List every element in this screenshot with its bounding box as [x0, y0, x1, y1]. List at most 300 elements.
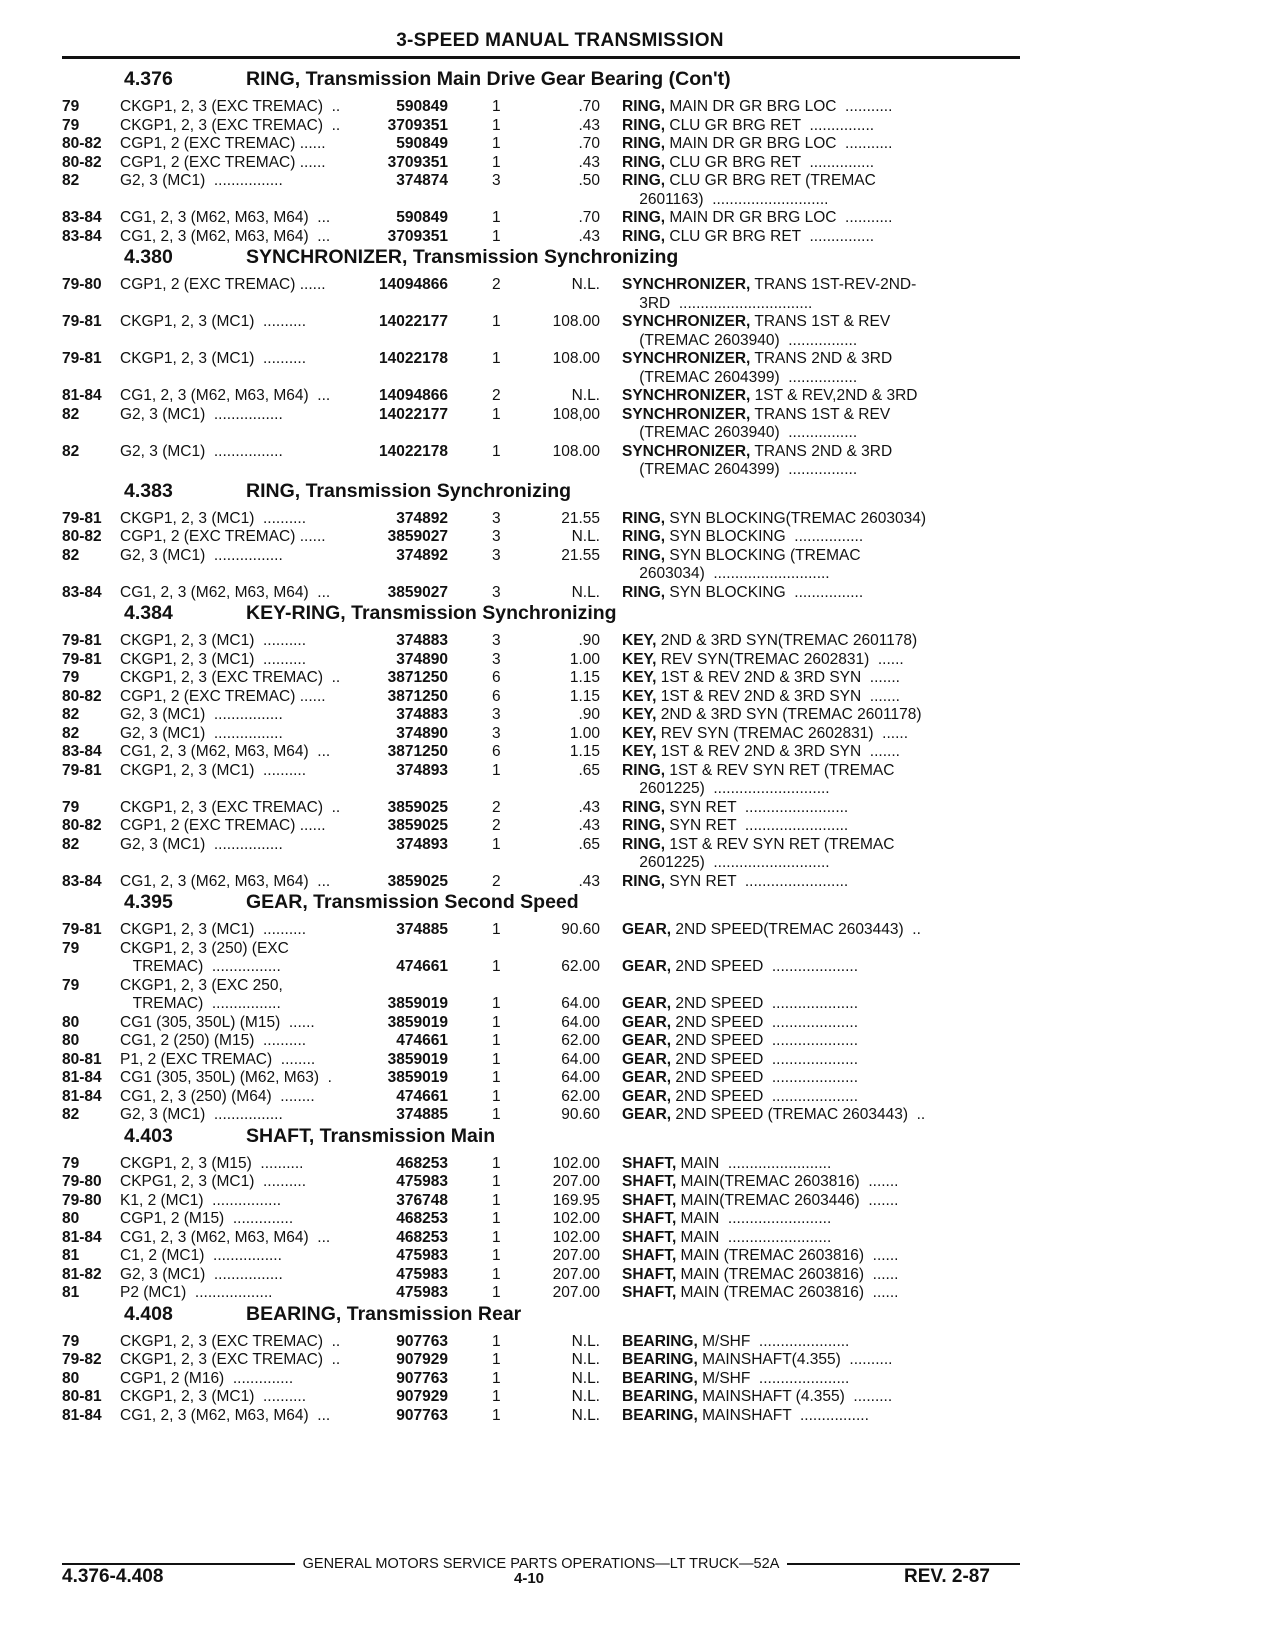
section-title-rest: Transmission Main — [314, 1124, 496, 1147]
row-quantity: 1 — [492, 995, 501, 1012]
table-row — [62, 1247, 1022, 1266]
row-description-keyword: GEAR, — [622, 1087, 672, 1105]
row-description-keyword: GEAR, — [622, 1106, 672, 1123]
row-price: N.L. — [571, 528, 600, 545]
row-price: 64.00 — [561, 1050, 600, 1068]
row-description — [622, 836, 966, 873]
table-row — [62, 387, 1022, 406]
row-description-keyword: RING, — [622, 528, 666, 545]
row-years: 79-81 — [62, 509, 102, 527]
row-description-keyword: RING, — [622, 227, 666, 245]
row-part-number: 468253 — [396, 1154, 448, 1172]
row-description — [622, 547, 966, 584]
row-quantity: 3 — [492, 706, 501, 723]
row-part-number: 907763 — [396, 1369, 448, 1387]
row-application: CKGP1, 2, 3 (EXC 250, TREMAC) ................ — [120, 976, 283, 1012]
row-part-number: 374883 — [396, 632, 448, 649]
row-description-text: 2ND SPEED .................... — [671, 1050, 859, 1068]
row-price: 1.15 — [569, 687, 600, 705]
row-description — [622, 172, 966, 209]
row-application: CGP1, 2 (EXC TREMAC) ...... — [120, 687, 326, 705]
row-price: 108.00 — [552, 350, 600, 367]
row-description — [622, 1014, 966, 1033]
row-quantity: 1 — [492, 761, 501, 779]
row-years: 79 — [62, 1154, 80, 1172]
row-years: 80-82 — [62, 153, 102, 171]
row-part-number: 14022177 — [379, 405, 448, 423]
row-part-number: 374890 — [396, 650, 448, 668]
row-price: 1.00 — [569, 650, 600, 668]
row-application: CKPG1, 2, 3 (MC1) .......... — [120, 1173, 307, 1190]
row-price: .70 — [578, 135, 600, 152]
row-description-text: 2ND SPEED .................... — [671, 1013, 859, 1031]
footer-publisher: GENERAL MOTORS SERVICE PARTS OPERATIONS—LT TRUCK—52A — [302, 1556, 780, 1572]
row-years: 80-82 — [62, 817, 102, 834]
row-application: CKGP1, 2, 3 (MC1) .......... — [120, 350, 307, 367]
row-application: CG1, 2, 3 (M62, M63, M64) ... — [120, 387, 331, 404]
row-part-number: 376748 — [396, 1191, 448, 1209]
row-price: 207.00 — [552, 1284, 600, 1301]
row-part-number: 468253 — [396, 1210, 448, 1227]
row-price: N.L. — [571, 1406, 600, 1424]
row-years: 81 — [62, 1284, 80, 1301]
row-description-keyword: SHAFT, — [622, 1191, 677, 1209]
row-price: N.L. — [571, 1369, 600, 1387]
row-description — [622, 135, 966, 154]
table-row — [62, 135, 1022, 154]
row-quantity: 1 — [492, 1050, 501, 1068]
row-description-keyword: RING, — [622, 872, 666, 890]
row-description — [622, 1088, 966, 1107]
table-row — [62, 584, 1022, 603]
row-years: 79-80 — [62, 1173, 102, 1190]
row-application: CG1, 2, 3 (250) (M64) ........ — [120, 1087, 315, 1105]
row-application: CG1, 2, 3 (M62, M63, M64) ... — [120, 209, 331, 226]
row-description-text: REV SYN(TREMAC 2602831) ...... — [656, 650, 904, 668]
row-description-text: SYN BLOCKING(TREMAC 2603034) — [665, 509, 927, 527]
row-years: 79 — [62, 798, 80, 816]
table-row — [62, 743, 1022, 762]
row-years: 79 — [62, 669, 80, 686]
row-application: CG1, 2, 3 (M62, M63, M64) ... — [120, 1406, 331, 1424]
row-part-number: 3871250 — [387, 743, 448, 760]
row-description-text: CLU GR BRG RET ............... — [665, 116, 875, 134]
table-row — [62, 1014, 1022, 1033]
row-price: 108.00 — [552, 313, 600, 330]
table-row — [62, 817, 1022, 836]
row-part-number: 374893 — [396, 835, 448, 853]
row-part-number: 3859019 — [387, 995, 448, 1012]
table-row — [62, 1069, 1022, 1088]
row-part-number: 14022177 — [379, 313, 448, 330]
section-header — [62, 891, 1022, 921]
row-part-number: 907763 — [396, 1406, 448, 1424]
row-part-number: 475983 — [396, 1173, 448, 1190]
row-description — [622, 1284, 966, 1303]
row-description-keyword: GEAR, — [622, 1069, 672, 1086]
row-years: 79 — [62, 98, 80, 115]
row-part-number: 374892 — [396, 509, 448, 527]
table-row — [62, 688, 1022, 707]
section-title-keyword: KEY-RING, — [246, 602, 346, 624]
row-part-number: 14094866 — [379, 387, 448, 404]
row-quantity: 1 — [492, 153, 501, 171]
row-price: N.L. — [571, 1388, 600, 1405]
row-description — [622, 350, 966, 387]
row-description — [622, 1229, 966, 1248]
table-row — [62, 313, 1022, 350]
row-description — [622, 651, 966, 670]
row-application: CKGP1, 2, 3 (MC1) .......... — [120, 650, 307, 668]
row-description — [622, 1173, 966, 1192]
row-application: G2, 3 (MC1) ................ — [120, 835, 283, 853]
row-years: 83-84 — [62, 743, 102, 760]
table-row — [62, 1032, 1022, 1051]
row-quantity: 6 — [492, 669, 501, 686]
row-quantity: 1 — [492, 958, 501, 975]
row-quantity: 1 — [492, 1013, 501, 1031]
row-part-number: 374874 — [396, 172, 448, 189]
row-part-number: 474661 — [396, 1032, 448, 1049]
table-row — [62, 547, 1022, 584]
row-description-keyword: KEY, — [622, 743, 657, 760]
row-price: 102.00 — [552, 1154, 600, 1172]
row-description-keyword: SHAFT, — [622, 1247, 677, 1264]
row-years: 80-82 — [62, 687, 102, 705]
row-quantity: 3 — [492, 583, 501, 601]
row-price: .43 — [578, 872, 600, 890]
table-row — [62, 510, 1022, 529]
row-quantity: 1 — [492, 1228, 501, 1246]
row-application: G2, 3 (MC1) ................ — [120, 706, 283, 723]
row-description-keyword: KEY, — [622, 706, 657, 723]
row-description — [622, 940, 966, 977]
section-number: 4.376 — [124, 68, 173, 90]
row-application: CGP1, 2 (EXC TREMAC) ...... — [120, 276, 326, 293]
section-title-keyword: RING, — [246, 479, 301, 502]
section-title-keyword: RING, — [246, 68, 301, 90]
row-quantity: 1 — [492, 227, 501, 245]
section-title-rest: Transmission Second Speed — [307, 891, 579, 913]
row-description — [622, 1155, 966, 1174]
row-application: CG1 (305, 350L) (M62, M63) . — [120, 1069, 332, 1086]
row-description-keyword: KEY, — [622, 724, 657, 742]
row-quantity: 1 — [492, 1154, 501, 1172]
row-description-text: MAIN ........................ — [676, 1154, 832, 1172]
row-description — [622, 743, 966, 762]
row-years: 79-81 — [62, 650, 102, 668]
row-description-keyword: SHAFT, — [622, 1284, 677, 1301]
row-application: CG1, 2, 3 (M62, M63, M64) ... — [120, 227, 331, 245]
row-quantity: 3 — [492, 546, 501, 564]
row-quantity: 2 — [492, 872, 501, 890]
section-title-keyword: SHAFT, — [246, 1124, 315, 1147]
section-title-rest: Transmission Synchronizing — [300, 479, 572, 502]
row-part-number: 468253 — [396, 1228, 448, 1246]
row-description — [622, 688, 966, 707]
table-row — [62, 799, 1022, 818]
table-row — [62, 1266, 1022, 1285]
row-years: 80-82 — [62, 135, 102, 152]
row-description-keyword: GEAR, — [622, 1013, 672, 1031]
row-description — [622, 1247, 966, 1266]
row-part-number: 590849 — [396, 209, 448, 226]
row-years: 79-81 — [62, 632, 102, 649]
row-description-text: 2ND & 3RD SYN(TREMAC 2601178) — [656, 632, 918, 649]
footer-rule-left — [62, 1563, 295, 1565]
row-part-number: 475983 — [396, 1247, 448, 1264]
table-row — [62, 725, 1022, 744]
row-years: 82 — [62, 706, 80, 723]
row-description-text: 1ST & REV,2ND & 3RD — [750, 387, 918, 404]
row-price: .90 — [578, 706, 600, 723]
row-application: CGP1, 2 (EXC TREMAC) ...... — [120, 153, 326, 171]
row-description-keyword: RING, — [622, 172, 666, 189]
table-row — [62, 1088, 1022, 1107]
row-quantity: 1 — [492, 1351, 501, 1368]
row-description-text: CLU GR BRG RET ............... — [665, 227, 875, 245]
footer-revision: REV. 2-87 — [904, 1566, 990, 1587]
row-description-text: REV SYN (TREMAC 2602831) ...... — [656, 724, 908, 742]
row-description — [622, 1388, 966, 1407]
row-part-number: 475983 — [396, 1284, 448, 1301]
table-row — [62, 836, 1022, 873]
table-row — [62, 276, 1022, 313]
row-years: 81 — [62, 1247, 80, 1264]
row-part-number: 907929 — [396, 1351, 448, 1368]
row-part-number: 3871250 — [387, 687, 448, 705]
row-description-text: SYN RET ........................ — [665, 872, 849, 890]
row-years: 81-84 — [62, 1087, 102, 1105]
row-part-number: 3859027 — [387, 528, 448, 545]
row-description — [622, 117, 966, 136]
row-part-number: 3859025 — [387, 798, 448, 816]
row-application: CKGP1, 2, 3 (EXC TREMAC) .. — [120, 1351, 341, 1368]
row-description-text: 2ND SPEED .................... — [671, 958, 859, 975]
section-header — [62, 246, 1022, 276]
row-description-text: MAINSHAFT(4.355) .......... — [697, 1351, 893, 1368]
row-application: CKGP1, 2, 3 (M15) .......... — [120, 1154, 304, 1172]
row-part-number: 14022178 — [379, 442, 448, 460]
row-description-text: CLU GR BRG RET (TREMAC 2601163) ........................... — [639, 172, 876, 208]
row-description-text: SYN BLOCKING ................ — [665, 528, 864, 545]
row-description — [622, 276, 966, 313]
row-price: 64.00 — [561, 995, 600, 1012]
row-description-text: 2ND SPEED .................... — [671, 1069, 859, 1086]
row-description — [622, 669, 966, 688]
footer-page-number: 4-10 — [514, 1570, 545, 1587]
table-row — [62, 209, 1022, 228]
row-description-keyword: RING, — [622, 153, 666, 171]
row-description-text: 2ND SPEED .................... — [671, 1087, 859, 1105]
table-row — [62, 940, 1022, 977]
row-part-number: 907763 — [396, 1332, 448, 1350]
row-description-text: 1ST & REV 2ND & 3RD SYN ....... — [656, 669, 900, 686]
row-description-text: TRANS 2ND & 3RD (TREMAC 2604399) ................ — [639, 442, 893, 478]
section-title — [246, 1303, 521, 1326]
section-number: 4.408 — [124, 1302, 173, 1325]
section-number: 4.395 — [124, 891, 173, 913]
row-application: CG1, 2, 3 (M62, M63, M64) ... — [120, 743, 331, 760]
row-quantity: 1 — [492, 1247, 501, 1264]
row-description — [622, 921, 966, 940]
row-part-number: 14094866 — [379, 276, 448, 293]
row-quantity: 1 — [492, 1173, 501, 1190]
row-description-keyword: SHAFT, — [622, 1154, 677, 1172]
row-years: 83-84 — [62, 583, 102, 601]
row-description-keyword: SYNCHRONIZER, — [622, 313, 751, 330]
row-description-keyword: RING, — [622, 98, 666, 115]
table-row — [62, 443, 1022, 480]
row-quantity: 1 — [492, 1265, 501, 1283]
row-description — [622, 98, 966, 117]
row-part-number: 3859025 — [387, 817, 448, 834]
row-application: G2, 3 (MC1) ................ — [120, 546, 283, 564]
table-row — [62, 651, 1022, 670]
row-price: 90.60 — [561, 1106, 600, 1123]
row-price: N.L. — [571, 387, 600, 404]
row-application: CKGP1, 2, 3 (EXC TREMAC) .. — [120, 98, 341, 115]
row-price: 90.60 — [561, 921, 600, 938]
row-price: 102.00 — [552, 1228, 600, 1246]
row-description-text: 2ND SPEED(TREMAC 2603443) .. — [671, 921, 921, 938]
row-price: .43 — [578, 116, 600, 134]
row-description-keyword: KEY, — [622, 632, 657, 649]
row-price: .65 — [578, 761, 600, 779]
row-years: 81-84 — [62, 1228, 102, 1246]
row-years: 81-84 — [62, 1069, 102, 1086]
row-years: 80-81 — [62, 1388, 102, 1405]
row-years: 79 — [62, 939, 80, 957]
table-row — [62, 1210, 1022, 1229]
row-description — [622, 406, 966, 443]
row-description — [622, 510, 966, 529]
row-price: 102.00 — [552, 1210, 600, 1227]
table-row — [62, 1106, 1022, 1125]
row-price: 108.00 — [552, 442, 600, 460]
row-description-keyword: SYNCHRONIZER, — [622, 276, 751, 293]
row-quantity: 1 — [492, 313, 501, 330]
row-description-text: 2ND SPEED .................... — [671, 995, 859, 1012]
row-application: CKGP1, 2, 3 (EXC TREMAC) .. — [120, 798, 341, 816]
row-part-number: 3859027 — [387, 583, 448, 601]
row-price: .50 — [578, 172, 600, 189]
row-application: CKGP1, 2, 3 (EXC TREMAC) .. — [120, 1332, 341, 1350]
row-description-text: 2ND & 3RD SYN (TREMAC 2601178) — [656, 706, 922, 723]
row-years: 79-80 — [62, 276, 102, 293]
row-application: CG1, 2, 3 (M62, M63, M64) ... — [120, 872, 331, 890]
row-price: .43 — [578, 798, 600, 816]
row-description-text: M/SHF ..................... — [697, 1332, 850, 1350]
row-application: CKGP1, 2, 3 (250) (EXC TREMAC) ................ — [120, 939, 289, 975]
row-years: 79-80 — [62, 1191, 102, 1209]
row-years: 82 — [62, 1106, 80, 1123]
row-application: CG1, 2 (250) (M15) .......... — [120, 1032, 307, 1049]
row-quantity: 1 — [492, 442, 501, 460]
table-row — [62, 762, 1022, 799]
row-application: CGP1, 2 (EXC TREMAC) ...... — [120, 528, 326, 545]
row-description — [622, 443, 966, 480]
row-part-number: 907929 — [396, 1388, 448, 1405]
row-quantity: 1 — [492, 835, 501, 853]
row-price: 207.00 — [552, 1173, 600, 1190]
row-application: CG1, 2, 3 (M62, M63, M64) ... — [120, 583, 331, 601]
row-description-keyword: KEY, — [622, 669, 657, 686]
row-description — [622, 1192, 966, 1211]
row-description-keyword: BEARING, — [622, 1351, 698, 1368]
section-title-rest: Transmission Synchronizing — [345, 602, 617, 624]
section-title — [246, 246, 678, 269]
row-price: .43 — [578, 153, 600, 171]
row-description-keyword: SYNCHRONIZER, — [622, 405, 751, 423]
section-title-rest: Transmission Main Drive Gear Bearing (Con't) — [300, 68, 731, 90]
row-quantity: 1 — [492, 1388, 501, 1405]
row-quantity: 1 — [492, 1332, 501, 1350]
row-part-number: 3859019 — [387, 1050, 448, 1068]
row-years: 81-84 — [62, 1406, 102, 1424]
row-years: 80 — [62, 1210, 80, 1227]
row-description-keyword: RING, — [622, 817, 666, 834]
row-quantity: 1 — [492, 1069, 501, 1086]
row-description-text: TRANS 2ND & 3RD (TREMAC 2604399) ................ — [639, 350, 893, 386]
row-description-keyword: SYNCHRONIZER, — [622, 350, 751, 367]
row-description — [622, 873, 966, 892]
section-number: 4.403 — [124, 1124, 173, 1147]
row-quantity: 1 — [492, 1406, 501, 1424]
section-header — [62, 602, 1022, 632]
table-row — [62, 1155, 1022, 1174]
row-application: CGP1, 2 (EXC TREMAC) ...... — [120, 135, 326, 152]
row-description — [622, 1351, 966, 1370]
row-application: P1, 2 (EXC TREMAC) ........ — [120, 1050, 316, 1068]
table-row — [62, 1333, 1022, 1352]
row-price: N.L. — [571, 1351, 600, 1368]
row-price: 62.00 — [561, 958, 600, 975]
table-row — [62, 1388, 1022, 1407]
row-description — [622, 228, 966, 247]
row-quantity: 3 — [492, 509, 501, 527]
row-years: 79 — [62, 116, 80, 134]
row-quantity: 1 — [492, 1369, 501, 1387]
row-description-keyword: SHAFT, — [622, 1265, 677, 1283]
row-price: 21.55 — [561, 509, 600, 527]
row-description-keyword: SYNCHRONIZER, — [622, 387, 751, 404]
row-quantity: 3 — [492, 650, 501, 668]
row-part-number: 374883 — [396, 706, 448, 723]
table-row — [62, 921, 1022, 940]
row-description-text: 1ST & REV SYN RET (TREMAC 2601225) ........................... — [639, 761, 895, 797]
row-quantity: 3 — [492, 172, 501, 189]
section-title — [246, 602, 617, 625]
row-years: 79-81 — [62, 921, 102, 938]
row-years: 83-84 — [62, 209, 102, 226]
section-header — [62, 68, 1022, 98]
row-description — [622, 1407, 966, 1426]
table-row — [62, 1351, 1022, 1370]
row-years: 79-81 — [62, 761, 102, 779]
row-years: 83-84 — [62, 227, 102, 245]
row-description-keyword: BEARING, — [622, 1332, 698, 1350]
row-quantity: 3 — [492, 528, 501, 545]
row-price: N.L. — [571, 583, 600, 601]
footer-rule-right — [787, 1563, 1020, 1565]
row-application: CG1 (305, 350L) (M15) ...... — [120, 1013, 315, 1031]
section-header — [62, 1303, 1022, 1333]
row-quantity: 2 — [492, 387, 501, 404]
row-price: 207.00 — [552, 1265, 600, 1283]
row-application: G2, 3 (MC1) ................ — [120, 724, 283, 742]
table-row — [62, 977, 1022, 1014]
